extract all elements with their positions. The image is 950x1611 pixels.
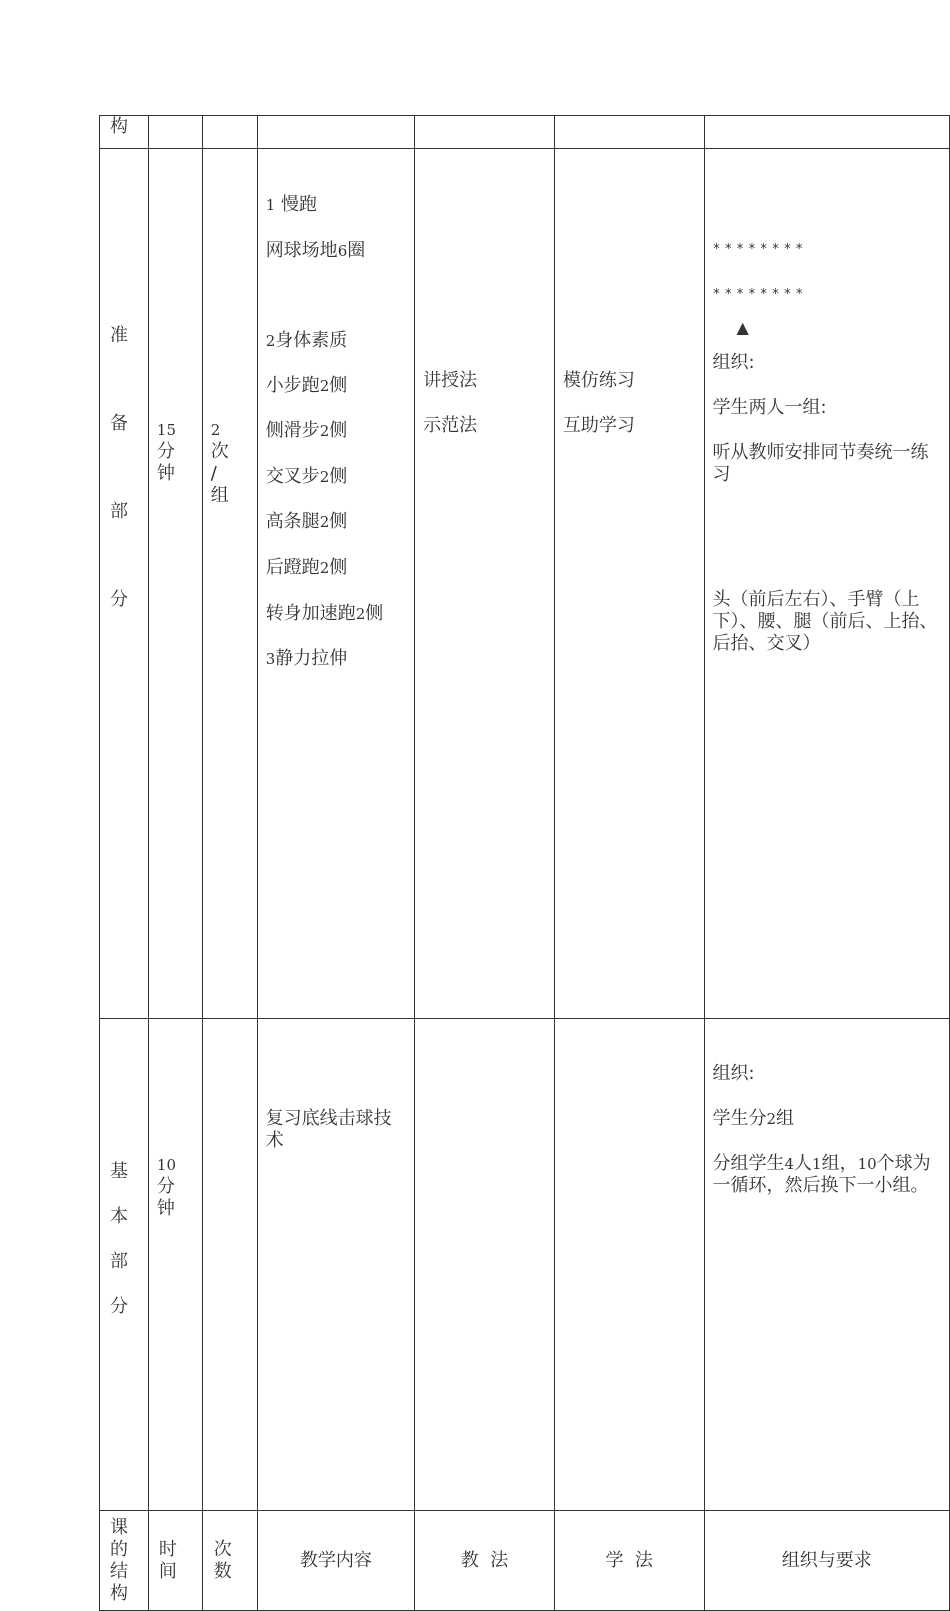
prep-reps: 2 次 / 组 — [202, 149, 257, 1019]
header-time: 时 间 — [148, 1511, 202, 1611]
structure-tail-label: 构 — [110, 116, 128, 137]
table-header-row — [100, 1511, 950, 1611]
header-content: 教学内容 — [257, 1511, 414, 1611]
student-formation-row: ******** — [712, 287, 808, 302]
list-item: 3静力拉伸 — [265, 648, 348, 669]
list-item: 侧滑步2侧 — [265, 420, 348, 441]
header-learning: 学 法 — [554, 1511, 704, 1611]
list-item: 交叉步2侧 — [265, 466, 348, 487]
list-item: 网球场地6圈 — [265, 240, 366, 261]
table-row-preparation — [100, 149, 950, 1019]
list-item: 转身加速跑2侧 — [265, 603, 384, 624]
list-item: 高条腿2侧 — [265, 511, 348, 532]
section-label-preparation: 准 备 部 分 — [100, 149, 149, 1019]
basic-content: 复习底线击球技术 — [257, 1019, 414, 1511]
lesson-plan-table — [99, 115, 950, 1611]
student-formation-row: ******** — [712, 242, 808, 257]
header-method: 教 法 — [415, 1511, 555, 1611]
list-item: 小步跑2侧 — [265, 375, 348, 396]
section-label-basic: 基 本 部 分 — [100, 1019, 149, 1511]
prep-organization: ******** ******** ▲ 组织: 学生两人一组: 听从教师安排同节奏统一练习 头（前后左右）、手臂（上下）、腰、腿（前后、上抬、后抬、交叉） — [704, 149, 950, 1019]
basic-organization: 组织: 学生分2组 分组学生4人1组，10个球为一循环，然后换下一小组。 — [704, 1019, 950, 1511]
list-item: 1 慢跑 — [265, 194, 317, 215]
prep-learning-methods: 模仿练习 互助学习 — [554, 149, 704, 1019]
header-count: 次 数 — [202, 1511, 257, 1611]
table-row-top — [100, 116, 950, 149]
list-item: 后蹬跑2侧 — [265, 557, 348, 578]
list-item: 2身体素质 — [265, 330, 348, 351]
prep-content — [257, 149, 414, 1019]
prep-time: 15 分 钟 — [148, 149, 202, 1019]
teacher-marker-icon: ▲ — [736, 318, 749, 337]
cell-structure-tail — [100, 116, 149, 149]
header-organization: 组织与要求 — [704, 1511, 950, 1611]
header-structure: 课 的 结 构 — [100, 1511, 149, 1611]
basic-time: 10 分 钟 — [148, 1019, 202, 1511]
prep-teaching-methods: 讲授法 示范法 — [415, 149, 555, 1019]
table-row-basic — [100, 1019, 950, 1511]
